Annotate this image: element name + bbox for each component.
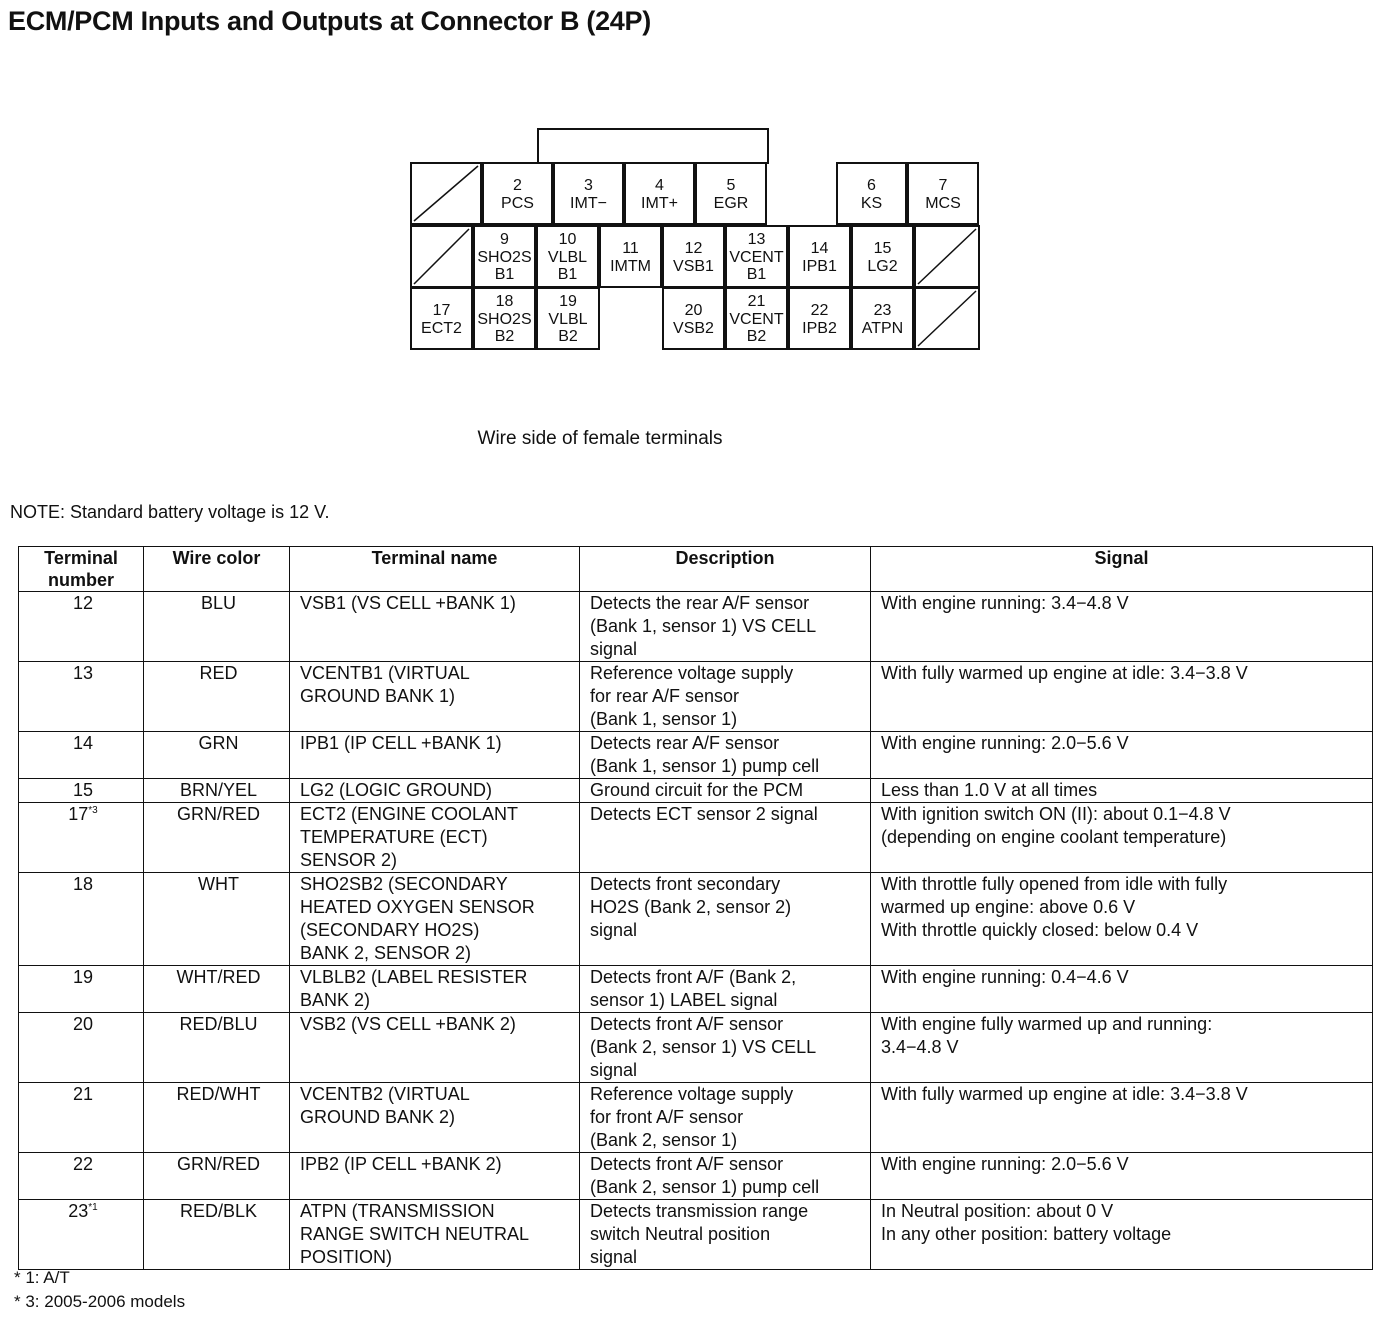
header-terminal-name: Terminal name — [290, 547, 580, 592]
connector-caption: Wire side of female terminals — [477, 428, 723, 449]
terminal-number: 6 — [867, 176, 876, 194]
terminal-7 — [907, 162, 979, 225]
terminal-name-cell: VCENTB1 (VIRTUAL GROUND BANK 1) — [290, 662, 580, 732]
header-signal: Signal — [871, 547, 1373, 592]
connector-key — [537, 128, 769, 164]
wire-color-cell: GRN/RED — [144, 803, 290, 873]
terminal-6 — [836, 162, 907, 225]
terminal-10 — [536, 225, 599, 288]
terminal-number: 13 — [747, 231, 766, 248]
header-description: Description — [580, 547, 871, 592]
terminal-13 — [725, 225, 788, 288]
page-title: ECM/PCM Inputs and Outputs at Connector B (24P) — [8, 6, 651, 36]
description-cell: Detects the rear A/F sensor (Bank 1, sensor 1) VS CELL signal — [580, 592, 871, 662]
footnote-marker: *1 — [88, 1202, 98, 1213]
table-row — [19, 1153, 1373, 1200]
terminal-label: LG2 — [867, 257, 898, 275]
table-row — [19, 873, 1373, 966]
terminal-label: EGR — [713, 194, 749, 212]
terminal-name-cell: IPB2 (IP CELL +BANK 2) — [290, 1153, 580, 1200]
terminal-cell: 15 — [19, 779, 144, 803]
wire-color-cell: RED — [144, 662, 290, 732]
description-cell: Detects ECT sensor 2 signal — [580, 803, 871, 873]
table-row — [19, 592, 1373, 662]
terminal-number: 3 — [584, 176, 593, 194]
terminal-cell: 18 — [19, 873, 144, 966]
wire-color-cell: WHT — [144, 873, 290, 966]
description-cell: Detects rear A/F sensor (Bank 1, sensor 1) pump cell — [580, 732, 871, 779]
terminal-name-cell: VLBLB2 (LABEL RESISTER BANK 2) — [290, 966, 580, 1013]
signal-cell: Less than 1.0 V at all times — [871, 779, 1373, 803]
table-row — [19, 779, 1373, 803]
terminal-15 — [851, 225, 914, 288]
terminal-name-cell: LG2 (LOGIC GROUND) — [290, 779, 580, 803]
terminal-number: 10 — [558, 231, 577, 248]
description-cell: Detects front secondary HO2S (Bank 2, sensor 2) signal — [580, 873, 871, 966]
signal-cell: With ignition switch ON (II): about 0.1−4.8 V (depending on engine coolant temperature) — [871, 803, 1373, 873]
terminal-label: VCENT B1 — [729, 249, 784, 283]
blank-terminal — [914, 225, 980, 288]
signal-cell: With engine running: 2.0−5.6 V — [871, 1153, 1373, 1200]
terminal-label: KS — [860, 194, 883, 212]
wire-color-cell: WHT/RED — [144, 966, 290, 1013]
terminal-3 — [553, 162, 624, 225]
battery-note: NOTE: Standard battery voltage is 12 V. — [10, 502, 330, 522]
terminal-number: 17 — [432, 301, 451, 319]
terminal-number: 18 — [495, 293, 514, 310]
signal-cell: With engine running: 0.4−4.6 V — [871, 966, 1373, 1013]
terminal-17 — [410, 287, 473, 350]
table-row — [19, 662, 1373, 732]
description-cell: Detects transmission range switch Neutral position signal — [580, 1200, 871, 1270]
wire-color-cell: RED/BLU — [144, 1013, 290, 1083]
description-cell: Ground circuit for the PCM — [580, 779, 871, 803]
terminal-label: IMTM — [610, 257, 651, 275]
signal-cell: With throttle fully opened from idle with fully warmed up engine: above 0.6 V With throttle quickly closed: below 0.4 V — [871, 873, 1373, 966]
terminal-label: ATPN — [861, 319, 904, 337]
terminal-21 — [725, 287, 788, 350]
terminal-cell: 23$^{*1}$ — [19, 1200, 144, 1270]
signal-cell: With fully warmed up engine at idle: 3.4−3.8 V — [871, 662, 1373, 732]
terminal-number: 12 — [684, 239, 703, 257]
table-header-row — [19, 547, 1373, 592]
terminal-name-cell: VCENTB2 (VIRTUAL GROUND BANK 2) — [290, 1083, 580, 1153]
description-cell: Reference voltage supply for rear A/F sensor (Bank 1, sensor 1) — [580, 662, 871, 732]
terminal-label: VCENT B2 — [729, 311, 784, 345]
signal-cell: In Neutral position: about 0 V In any other position: battery voltage — [871, 1200, 1373, 1270]
terminal-cell: 13 — [19, 662, 144, 732]
terminal-number: 2 — [513, 176, 522, 194]
blank-terminal — [410, 225, 473, 288]
terminal-label: SHO2S B2 — [477, 311, 532, 345]
table-row — [19, 732, 1373, 779]
terminal-cell: 14 — [19, 732, 144, 779]
table-row — [19, 803, 1373, 873]
table-row — [19, 1013, 1373, 1083]
terminal-cell: 21 — [19, 1083, 144, 1153]
terminal-label: PCS — [501, 194, 534, 212]
terminal-cell: 19 — [19, 966, 144, 1013]
header-wire-color: Wire color — [144, 547, 290, 592]
terminal-number: 11 — [622, 239, 639, 257]
terminal-number: 4 — [655, 176, 664, 194]
terminal-label: IMT+ — [641, 194, 678, 212]
signal-cell: With engine running: 2.0−5.6 V — [871, 732, 1373, 779]
terminal-20 — [662, 287, 725, 350]
terminal-22 — [788, 287, 851, 350]
terminal-label: IPB2 — [802, 319, 837, 337]
terminal-name-cell: ATPN (TRANSMISSION RANGE SWITCH NEUTRAL POSITION) — [290, 1200, 580, 1270]
terminal-number: 22 — [810, 301, 829, 319]
signal-cell: With engine running: 3.4−4.8 V — [871, 592, 1373, 662]
signal-cell: With fully warmed up engine at idle: 3.4−3.8 V — [871, 1083, 1373, 1153]
description-cell: Detects front A/F (Bank 2, sensor 1) LABEL signal — [580, 966, 871, 1013]
terminal-name-cell: IPB1 (IP CELL +BANK 1) — [290, 732, 580, 779]
signal-cell: With engine fully warmed up and running: 3.4−4.8 V — [871, 1013, 1373, 1083]
wire-color-cell: GRN/RED — [144, 1153, 290, 1200]
description-cell: Detects front A/F sensor (Bank 2, sensor 1) VS CELL signal — [580, 1013, 871, 1083]
header-terminal-number: Terminal number — [19, 547, 144, 592]
terminal-number: 15 — [873, 239, 892, 257]
terminal-12 — [662, 225, 725, 288]
terminal-name-cell: VSB2 (VS CELL +BANK 2) — [290, 1013, 580, 1083]
wire-color-cell: BRN/YEL — [144, 779, 290, 803]
terminal-cell: 22 — [19, 1153, 144, 1200]
terminal-5 — [695, 162, 767, 225]
terminal-2 — [482, 162, 553, 225]
blank-terminal — [410, 162, 482, 225]
table-row — [19, 966, 1373, 1013]
terminal-label: VLBL B1 — [547, 249, 588, 283]
terminal-name-cell: SHO2SB2 (SECONDARY HEATED OXYGEN SENSOR (SECONDARY HO2S) BANK 2, SENSOR 2) — [290, 873, 580, 966]
terminal-number: 23 — [873, 301, 892, 319]
terminal-number: 14 — [810, 239, 829, 257]
terminal-name-cell: VSB1 (VS CELL +BANK 1) — [290, 592, 580, 662]
terminal-label: IPB1 — [802, 257, 837, 275]
footnote-1: * 1: A/T — [14, 1268, 70, 1287]
terminal-19 — [536, 287, 600, 350]
footnote-marker: *3 — [88, 805, 98, 816]
table-row — [19, 1200, 1373, 1270]
terminal-number: 20 — [684, 301, 703, 319]
terminal-number: 21 — [747, 293, 766, 310]
terminal-label: VLBL B2 — [548, 311, 588, 345]
terminal-cell: 17$^{*3}$ — [19, 803, 144, 873]
footnotes — [14, 1266, 185, 1314]
terminal-4 — [624, 162, 695, 225]
wire-color-cell: RED/BLK — [144, 1200, 290, 1270]
wire-color-cell: GRN — [144, 732, 290, 779]
terminal-18 — [473, 287, 536, 350]
terminal-number: 9 — [500, 231, 509, 248]
terminal-label: IMT− — [570, 194, 607, 212]
terminal-cell: 12 — [19, 592, 144, 662]
terminal-14 — [788, 225, 851, 288]
terminal-number: 19 — [559, 293, 577, 310]
terminal-number: 5 — [726, 176, 736, 194]
wire-color-cell: BLU — [144, 592, 290, 662]
terminal-label: VSB1 — [673, 257, 714, 275]
io-table — [18, 546, 1373, 1270]
terminal-label: SHO2S B1 — [477, 249, 532, 283]
footnote-3: * 3: 2005-2006 models — [14, 1292, 186, 1311]
terminal-9 — [473, 225, 536, 288]
description-cell: Detects front A/F sensor (Bank 2, sensor 1) pump cell — [580, 1153, 871, 1200]
terminal-label: VSB2 — [673, 319, 714, 337]
terminal-label: ECT2 — [421, 319, 462, 337]
wire-color-cell: RED/WHT — [144, 1083, 290, 1153]
description-cell: Reference voltage supply for front A/F sensor (Bank 2, sensor 1) — [580, 1083, 871, 1153]
terminal-label: MCS — [925, 194, 961, 212]
terminal-11 — [599, 225, 662, 288]
terminal-cell: 20 — [19, 1013, 144, 1083]
terminal-23 — [851, 287, 914, 350]
blank-terminal — [914, 287, 980, 350]
table-row — [19, 1083, 1373, 1153]
terminal-name-cell: ECT2 (ENGINE COOLANT TEMPERATURE (ECT) SENSOR 2) — [290, 803, 580, 873]
terminal-number: 7 — [938, 176, 948, 194]
